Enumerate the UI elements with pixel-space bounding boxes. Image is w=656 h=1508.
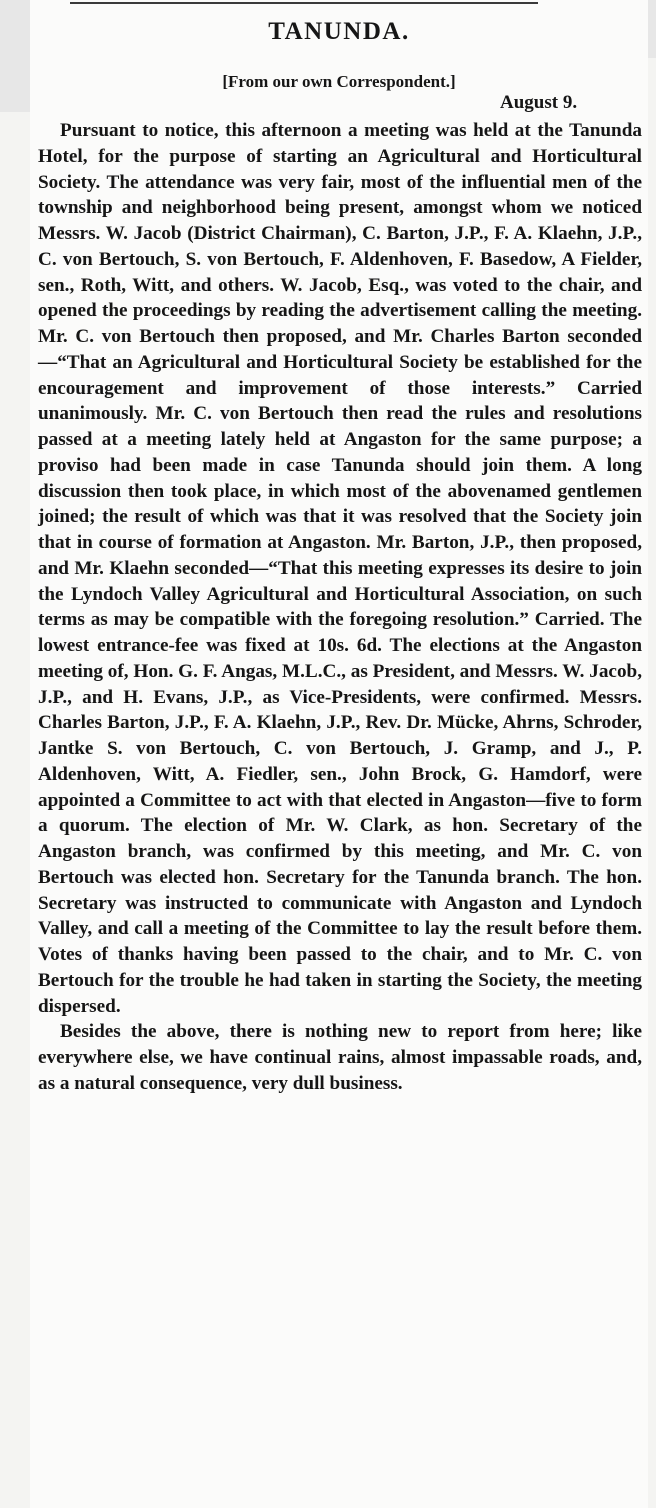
article-body [38,118,642,1097]
article-date: August 9. [500,92,578,113]
newspaper-clipping [30,0,648,1508]
article-paragraph-1: Pursuant to notice, this afternoon a meeting was held at the Tanunda Hotel, for the purpose of starting an Agricultural and Horticultural Society. The attendance was very fair, most of the influential men of the township and neighborhood being present, amongst whom we noticed Messrs. W. Jacob (District Chairman), C. Barton, J.P., F. A. Klaehn, J.P., C. von Bertouch, S. von Bertouch, F. Aldenhoven, F. Basedow, A Fielder, sen., Roth, Witt, and others. W. Jacob, Esq., was voted to the chair, and opened the proceedings by reading the advertisement calling the meeting. Mr. C. von Bertouch then proposed, and Mr. Charles Barton seconded—“That an Agricultural and Horticultural Society be established for the encouragement and improvement of those interests.” Carried unanimously. Mr. C. von Bertouch then read the rules and resolutions passed at a meeting lately held at Angaston for the same purpose; a proviso had been made in case Tanunda should join them. A long discussion then took place, in which most of the abovenamed gentlemen joined; the result of which was that it was resolved that the Society join that in course of formation at Angaston. Mr. Barton, J.P., then proposed, and Mr. Klaehn seconded—“That this meeting expresses its desire to join the Lyndoch Valley Agricultural and Horticultural Association, on such terms as may be compatible with the foregoing resolution.” Carried. The lowest entrance-fee was fixed at 10s. 6d. The elections at the Angaston meeting of, Hon. G. F. Angas, M.L.C., as President, and Messrs. W. Jacob, J.P., and H. Evans, J.P., as Vice-Presidents, were confirmed. Messrs. Charles Barton, J.P., F. A. Klaehn, J.P., Rev. Dr. Mücke, Ahrns, Schroder, Jantke S. von Bertouch, C. von Bertouch, J. Gramp, and J., P. Aldenhoven, Witt, A. Fiedler, sen., John Brock, G. Hamdorf, were appointed a Committee to act with that elected in Angaston—five to form a quorum. The election of Mr. W. Clark, as hon. Secretary of the Angaston branch, was confirmed by this meeting, and Mr. C. von Bertouch was elected hon. Secretary for the Tanunda branch. The hon. Secretary was instructed to communicate with Angaston and Lyndoch Valley, and call a meeting of the Committee to lay the result before them. Votes of thanks having been passed to the chair, and to Mr. C. von Bertouch for the trouble he had taken in starting the Society, the meeting dispersed. [38,120,642,1017]
article-paragraph-2: Besides the above, there is nothing new to report from here; like everywhere else, we have continual rains, almost impassable roads, and, as a natural consequence, very dull business. [38,1021,642,1094]
correspondent-byline: [From our own Correspondent.] [222,72,456,91]
article-headline: TANUNDA. [268,18,410,45]
column-rule [70,2,538,4]
